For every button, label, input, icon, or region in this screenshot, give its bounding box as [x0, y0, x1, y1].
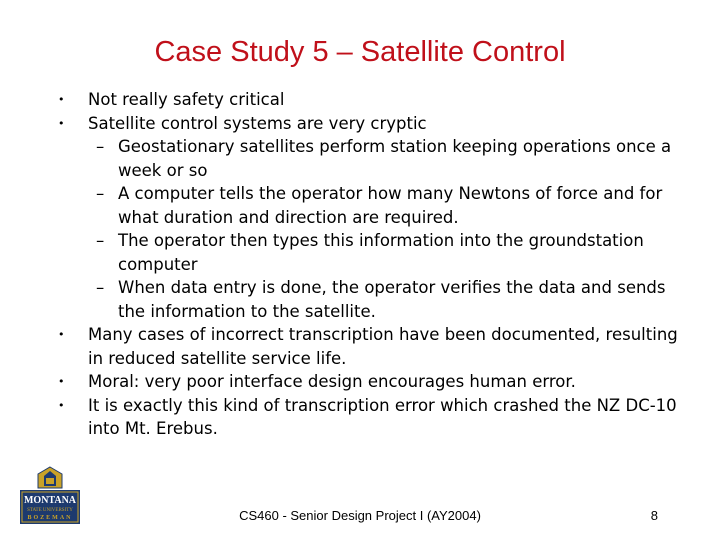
logo-line-bozeman: BOZEMAN — [27, 515, 73, 521]
bullet-item: • Satellite control systems are very cryptic — [58, 112, 678, 136]
slide-body — [58, 88, 678, 441]
slide-title: Case Study 5 – Satellite Control — [154, 36, 566, 68]
sub-bullet-item: – The operator then types this information into the groundstation computer — [58, 229, 678, 276]
logo-line-state: STATE UNIVERSITY — [27, 508, 73, 513]
bullet-item: • It is exactly this kind of transcription error which crashed the NZ DC-10 into Mt. Erebus. — [58, 394, 678, 441]
sub-bullet-item: – Geostationary satellites perform station keeping operations once a week or so — [58, 135, 678, 182]
sub-bullet-item: – When data entry is done, the operator verifies the data and sends the information to the satellite. — [58, 276, 678, 323]
footer-course: CS460 - Senior Design Project I (AY2004) — [239, 508, 481, 523]
logo-line-montana: MONTANA — [23, 495, 77, 506]
bullet-item: • Many cases of incorrect transcription have been documented, resulting in reduced satellite service life. — [58, 323, 678, 370]
page-number: 8 — [650, 508, 658, 523]
sub-bullet-item: – A computer tells the operator how many Newtons of force and for what duration and direction are required. — [58, 182, 678, 229]
bullet-item: • Moral: very poor interface design encourages human error. — [58, 370, 678, 394]
bullet-item: • Not really safety critical — [58, 88, 678, 112]
